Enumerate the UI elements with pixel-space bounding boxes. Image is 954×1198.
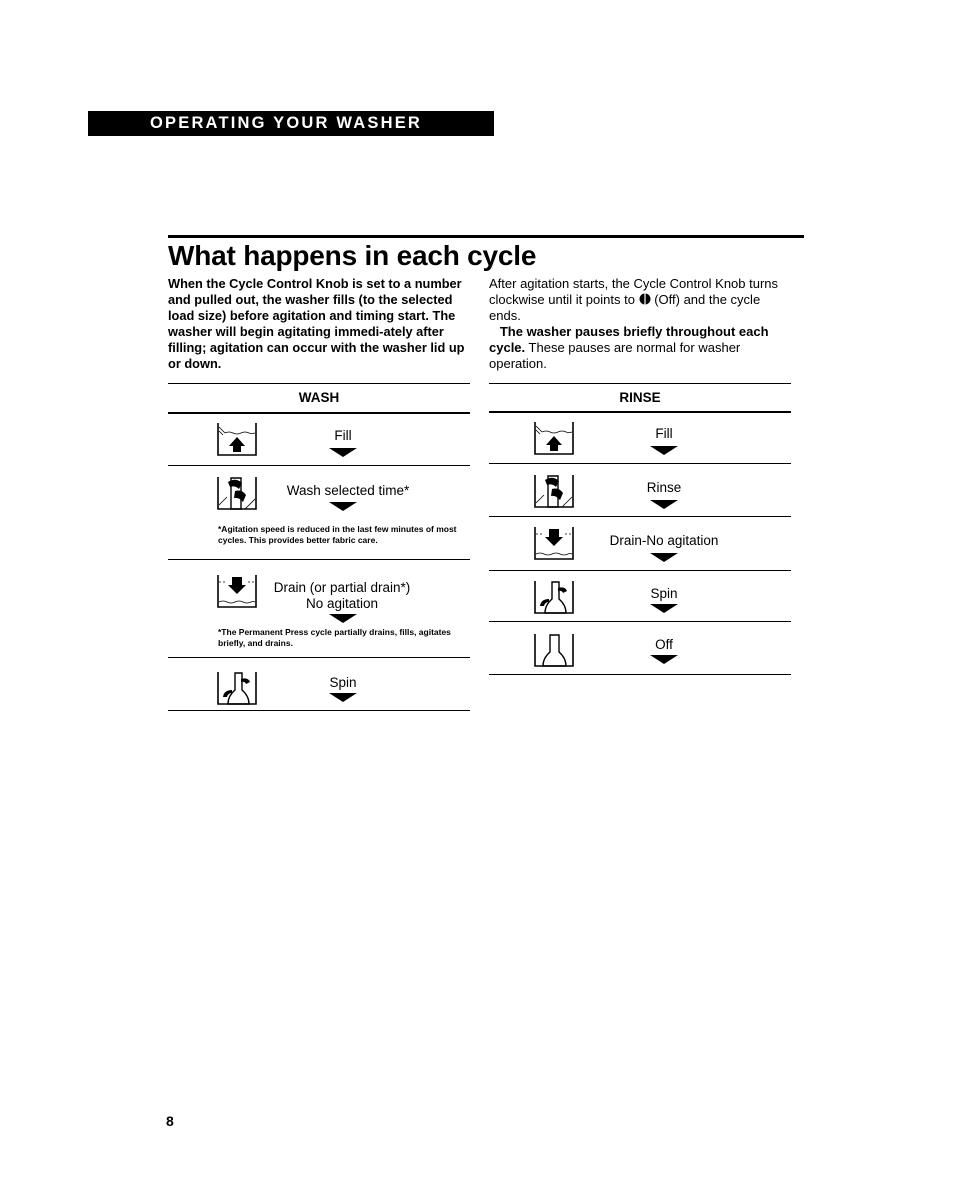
arrow-down-icon: [329, 502, 357, 511]
header-edge-mark: [492, 111, 494, 136]
intro-right-text-2: (Off) and the cycle ends.: [489, 292, 761, 323]
wash-step-divider: [168, 559, 470, 560]
spin-icon: [532, 579, 576, 615]
arrow-down-icon: [650, 500, 678, 509]
rinse-step-drain-label: Drain-No agitation: [609, 533, 719, 548]
intro-right-bold: The washer pauses briefly throughout each cycle.: [489, 324, 769, 355]
intro-right-paragraph: [489, 276, 789, 372]
rinse-step-spin-label: Spin: [650, 586, 678, 601]
wash-footnote-permanent-press: *The Permanent Press cycle partially drains, fills, agitates briefly, and drains.: [218, 627, 451, 648]
fill-icon: [215, 421, 259, 457]
wash-column: [168, 383, 470, 713]
arrow-down-icon: [329, 693, 357, 702]
arrow-down-icon: [650, 553, 678, 562]
title-rule: [168, 235, 804, 238]
rinse-column: [489, 383, 791, 683]
rinse-step-divider: [489, 516, 791, 517]
intro-right-tail: These pauses are normal for washer operation.: [489, 340, 741, 371]
wash-heading-rule: [168, 412, 470, 414]
section-title: OPERATING YOUR WASHER: [150, 114, 423, 132]
wash-step-wash-label: Wash selected time*: [286, 483, 410, 498]
arrow-down-icon: [329, 614, 357, 623]
wash-step-drain-sublabel: No agitation: [305, 596, 379, 611]
rinse-step-rinse-label: Rinse: [646, 480, 682, 495]
page-title: What happens in each cycle: [168, 240, 537, 271]
section-header-bar: [88, 111, 492, 136]
wash-heading: WASH: [298, 390, 340, 405]
wash-top-rule: [168, 383, 470, 384]
wash-step-fill-label: Fill: [334, 428, 352, 443]
drain-icon: [215, 573, 259, 609]
off-symbol-icon: [639, 293, 651, 305]
intro-left-paragraph: When the Cycle Control Knob is set to a number and pulled out, the washer fills (to the selected load size) before agitation and timing start. The washer will begin agitating immedi-ately after filling; agitation can occur with the washer lid up or down.: [168, 276, 465, 371]
agitate-icon: [532, 473, 576, 509]
intro-right-text-1: After agitation starts, the Cycle Control Knob turns clockwise until it points to: [489, 276, 779, 307]
wash-footnote-agitation: *Agitation speed is reduced in the last few minutes of most cycles. This provides better fabric care.: [218, 524, 457, 545]
wash-step-divider: [168, 657, 470, 658]
wash-bottom-rule: [168, 710, 470, 711]
drain-icon: [532, 525, 576, 561]
rinse-heading-rule: [489, 411, 791, 413]
arrow-down-icon: [650, 655, 678, 664]
rinse-step-fill-label: Fill: [655, 426, 673, 441]
rinse-top-rule: [489, 383, 791, 384]
arrow-down-icon: [650, 604, 678, 613]
arrow-down-icon: [650, 446, 678, 455]
spin-icon: [215, 670, 259, 706]
wash-step-divider: [168, 465, 470, 466]
rinse-step-divider: [489, 463, 791, 464]
page-number: 8: [166, 1113, 174, 1129]
off-icon: [532, 632, 576, 668]
arrow-down-icon: [329, 448, 357, 457]
fill-icon: [532, 420, 576, 456]
rinse-heading: RINSE: [619, 390, 661, 405]
rinse-bottom-rule: [489, 674, 791, 675]
agitate-icon: [215, 475, 259, 511]
wash-step-spin-label: Spin: [329, 675, 357, 690]
rinse-step-divider: [489, 570, 791, 571]
wash-step-drain-label: Drain (or partial drain*): [273, 580, 411, 595]
rinse-step-divider: [489, 621, 791, 622]
rinse-step-off-label: Off: [655, 637, 673, 652]
